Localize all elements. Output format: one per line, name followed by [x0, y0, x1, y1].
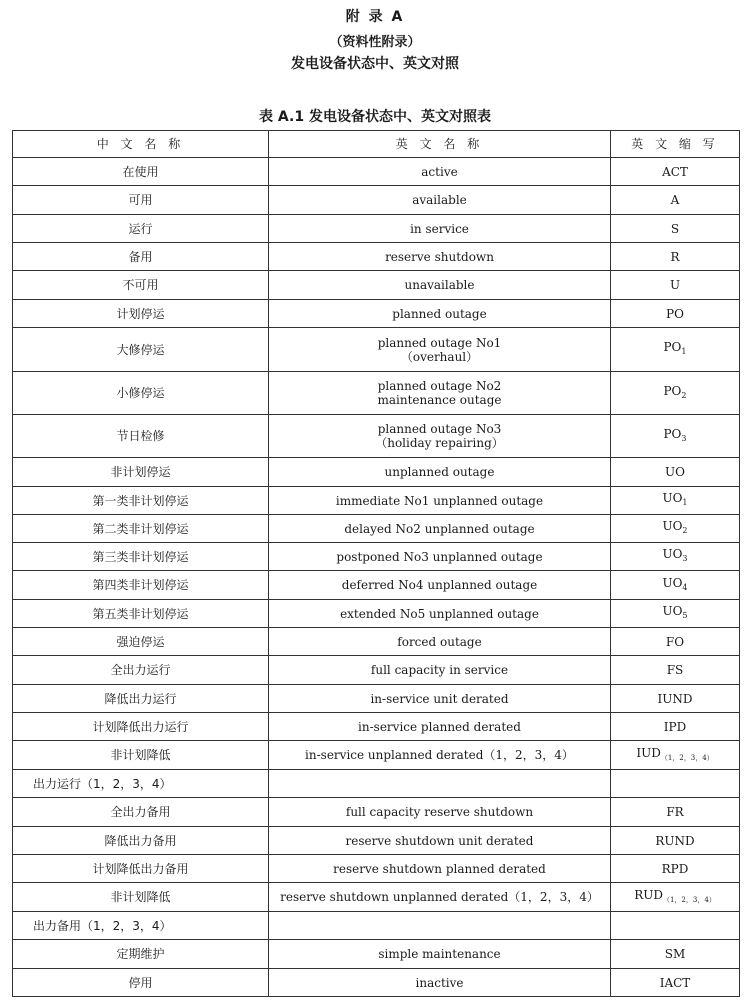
abbreviation-text: ACT [662, 164, 688, 179]
column-header-chinese-name: 中 文 名 称 [13, 131, 269, 158]
abbreviation-cell [611, 713, 740, 741]
column-header-abbreviation: 英 文 缩 写 [611, 131, 740, 158]
abbreviation-text: R [670, 249, 680, 264]
chinese-name-cell: 非计划降低 [13, 741, 269, 770]
table-row [13, 415, 740, 458]
abbreviation-text: RUD [634, 887, 663, 902]
table-row [13, 243, 740, 271]
english-name-line: （holiday repairing） [375, 436, 504, 450]
english-name-cell: available [269, 186, 611, 215]
abbreviation-cell [611, 827, 740, 855]
abbreviation-text: FO [665, 634, 685, 649]
chinese-name-cell: 第二类非计划停运 [13, 515, 269, 543]
abbreviation-cell [611, 372, 740, 415]
abbreviation-cell [611, 515, 740, 543]
abbreviation-text: IPD [663, 719, 687, 734]
english-name-cell: in-service unit derated [269, 685, 611, 713]
english-name-cell: immediate No1 unplanned outage [269, 487, 611, 515]
chinese-name-cell: 不可用 [13, 271, 269, 300]
table-caption: 表 A.1 发电设备状态中、英文对照表 [259, 109, 491, 125]
abbreviation-subscript: 3 [681, 433, 687, 443]
chinese-name-cell: 停用 [13, 969, 269, 997]
chinese-name-cell: 第五类非计划停运 [13, 600, 269, 628]
appendix-nature: （资料性附录） [329, 35, 421, 50]
chinese-name-cell: 大修停运 [13, 328, 269, 372]
english-name-cell [269, 770, 611, 798]
english-name-line: planned outage No3 [377, 422, 502, 436]
abbreviation-cell [611, 271, 740, 300]
abbreviation-text: S [670, 221, 680, 236]
english-name-line: planned outage No1 [377, 335, 502, 350]
chinese-name-cell: 计划停运 [13, 300, 269, 328]
column-header-english-name: 英 文 名 称 [269, 131, 611, 158]
table-row [13, 600, 740, 628]
abbreviation-cell [611, 328, 740, 372]
abbreviation-text: A [670, 193, 680, 207]
chinese-name-cell: 第三类非计划停运 [13, 543, 269, 571]
english-name-cell: extended No5 unplanned outage [269, 600, 611, 628]
chinese-name-cell: 计划降低出力运行 [13, 713, 269, 741]
abbreviation-cell [611, 158, 740, 186]
abbreviation-text: FS [666, 663, 684, 677]
chinese-name-cell: 出力备用（1，2，3，4） [13, 912, 269, 940]
english-name-cell: planned outage [269, 300, 611, 328]
abbreviation-subscript: 1 [681, 347, 687, 356]
chinese-name-cell: 可用 [13, 186, 269, 215]
abbreviation-text: RUND [655, 833, 695, 848]
abbreviation-text: PO [666, 306, 684, 321]
abbreviation-cell [611, 770, 740, 798]
table-row [13, 215, 740, 243]
abbreviation-cell [611, 855, 740, 883]
chinese-name-cell: 非计划停运 [13, 458, 269, 487]
table-row [13, 912, 740, 940]
table-row [13, 827, 740, 855]
abbreviation-subscript: 2 [682, 526, 688, 535]
abbreviation-text: UO [662, 604, 683, 618]
table-row [13, 656, 740, 685]
english-name-cell: reserve shutdown [269, 243, 611, 271]
abbreviation-text: RPD [661, 861, 689, 876]
table-row [13, 271, 740, 300]
english-name-cell: simple maintenance [269, 940, 611, 969]
chinese-name-cell: 全出力备用 [13, 798, 269, 827]
table-row [13, 515, 740, 543]
chinese-name-cell: 全出力运行 [13, 656, 269, 685]
abbreviation-cell [611, 458, 740, 487]
english-name-cell: in-service planned derated [269, 713, 611, 741]
abbreviation-cell [611, 656, 740, 685]
chinese-name-cell: 小修停运 [13, 372, 269, 415]
table-row [13, 487, 740, 515]
english-name-cell [269, 912, 611, 940]
table-row [13, 186, 740, 215]
table-row [13, 628, 740, 656]
chinese-name-cell: 备用 [13, 243, 269, 271]
abbreviation-cell [611, 415, 740, 458]
english-name-cell: in service [269, 215, 611, 243]
english-name-cell: reserve shutdown unplanned derated（1，2，3，4） [269, 883, 611, 912]
abbreviation-cell [611, 571, 740, 600]
abbreviation-cell [611, 940, 740, 969]
english-name-cell: full capacity reserve shutdown [269, 798, 611, 827]
chinese-name-cell: 强迫停运 [13, 628, 269, 656]
chinese-name-cell: 节日检修 [13, 415, 269, 458]
english-name-cell [269, 328, 611, 372]
abbreviation-text: UO [662, 519, 683, 533]
table-row [13, 940, 740, 969]
abbreviation-subscript: 1 [682, 498, 688, 507]
abbreviation-cell [611, 186, 740, 215]
table-row [13, 969, 740, 997]
english-name-cell: deferred No4 unplanned outage [269, 571, 611, 600]
english-name-cell: unplanned outage [269, 458, 611, 487]
abbreviation-text: FR [666, 805, 684, 819]
chinese-name-cell: 降低出力运行 [13, 685, 269, 713]
table-row [13, 571, 740, 600]
abbreviation-cell [611, 741, 740, 770]
table-row [13, 770, 740, 798]
chinese-name-cell: 计划降低出力备用 [13, 855, 269, 883]
chinese-name-cell: 第四类非计划停运 [13, 571, 269, 600]
abbreviation-text: UO [662, 491, 683, 505]
abbreviation-cell [611, 243, 740, 271]
chinese-name-cell: 定期维护 [13, 940, 269, 969]
english-name-cell: reserve shutdown planned derated [269, 855, 611, 883]
abbreviation-text: SM [664, 947, 686, 961]
abbreviation-subscript: （1，2，3，4） [660, 753, 714, 762]
document-title: 发电设备状态中、英文对照 [291, 56, 459, 72]
abbreviation-text: UO [665, 465, 685, 479]
chinese-name-cell: 运行 [13, 215, 269, 243]
abbreviation-text: UO [662, 547, 683, 561]
english-name-line: maintenance outage [377, 393, 502, 407]
abbreviation-cell [611, 912, 740, 940]
english-name-cell: in-service unplanned derated（1，2，3，4） [269, 741, 611, 770]
english-name-cell: reserve shutdown unit derated [269, 827, 611, 855]
status-table [12, 130, 740, 997]
table-row [13, 372, 740, 415]
appendix-heading: 附 录 A [345, 9, 405, 25]
english-name-cell [269, 372, 611, 415]
english-name-cell: delayed No2 unplanned outage [269, 515, 611, 543]
english-name-cell: unavailable [269, 271, 611, 300]
abbreviation-cell [611, 487, 740, 515]
abbreviation-cell [611, 685, 740, 713]
table-header-row [13, 131, 740, 158]
chinese-name-cell: 第一类非计划停运 [13, 487, 269, 515]
abbreviation-text: IUD [636, 745, 661, 760]
table-row [13, 713, 740, 741]
table-row [13, 798, 740, 827]
abbreviation-text: UO [662, 575, 683, 590]
abbreviation-text: PO [663, 340, 682, 354]
chinese-name-cell: 降低出力备用 [13, 827, 269, 855]
abbreviation-cell [611, 543, 740, 571]
table-row [13, 855, 740, 883]
abbreviation-subscript: 2 [681, 390, 687, 400]
english-name-cell: full capacity in service [269, 656, 611, 685]
english-name-cell: inactive [269, 969, 611, 997]
abbreviation-text: IACT [659, 975, 691, 990]
english-name-cell: forced outage [269, 628, 611, 656]
english-name-cell [269, 415, 611, 458]
english-name-line: planned outage No2 [377, 379, 502, 393]
abbreviation-text: U [669, 278, 681, 292]
abbreviation-subscript: （1，2，3，4） [662, 895, 716, 904]
abbreviation-cell [611, 883, 740, 912]
abbreviation-subscript: 3 [682, 554, 688, 563]
chinese-name-cell: 在使用 [13, 158, 269, 186]
table-row [13, 300, 740, 328]
table-row [13, 458, 740, 487]
english-name-cell: active [269, 158, 611, 186]
abbreviation-cell [611, 969, 740, 997]
table-row [13, 883, 740, 912]
abbreviation-cell [611, 628, 740, 656]
english-name-line: （overhaul） [400, 349, 479, 364]
abbreviation-text: PO [663, 383, 682, 398]
table-row [13, 543, 740, 571]
table-row [13, 158, 740, 186]
chinese-name-cell: 出力运行（1，2，3，4） [13, 770, 269, 798]
abbreviation-text: PO [663, 426, 682, 441]
table-row [13, 741, 740, 770]
abbreviation-cell [611, 600, 740, 628]
table-row [13, 685, 740, 713]
abbreviation-cell [611, 215, 740, 243]
abbreviation-subscript: 5 [682, 611, 688, 620]
abbreviation-text: IUND [657, 691, 693, 706]
abbreviation-cell [611, 798, 740, 827]
table-row [13, 328, 740, 372]
english-name-cell: postponed No3 unplanned outage [269, 543, 611, 571]
abbreviation-subscript: 4 [682, 582, 688, 592]
chinese-name-cell: 非计划降低 [13, 883, 269, 912]
abbreviation-cell [611, 300, 740, 328]
